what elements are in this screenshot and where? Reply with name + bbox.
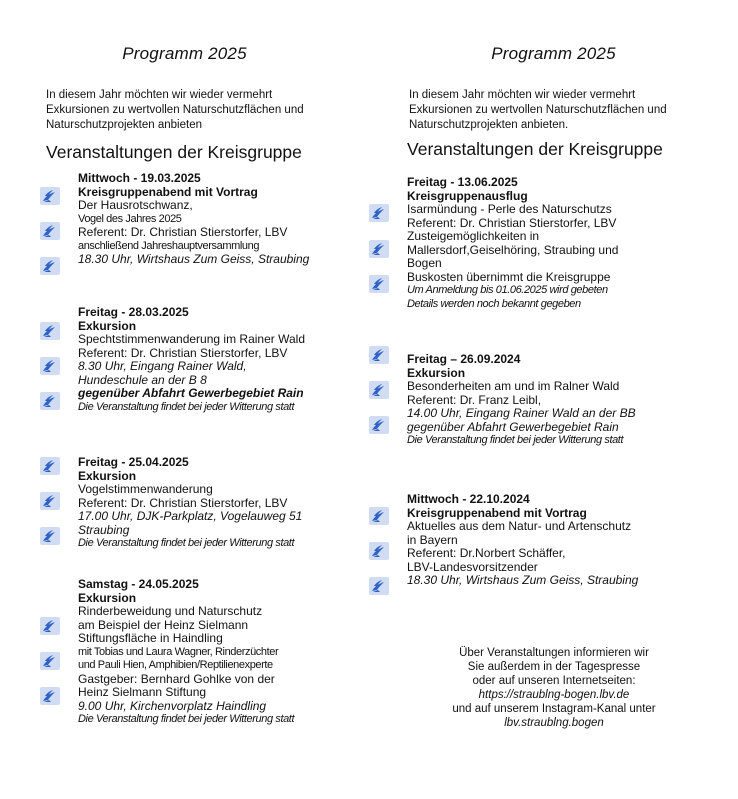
lbv-bird-icon: [40, 257, 60, 275]
event-entry: [78, 172, 309, 267]
event-place: gegenüber Abfahrt Gewerbegebiet Rain: [78, 386, 304, 400]
section-title: Veranstaltungen der Kreisgruppe: [407, 139, 663, 159]
lbv-bird-icon: [40, 357, 60, 375]
event-pickup: Bogen: [407, 256, 442, 270]
event-speaker: Referent: Dr. Christian Stierstorfer, LBV: [78, 495, 288, 510]
event-time-place: 18.30 Uhr, Wirtshaus Zum Geiss, Straubing: [78, 252, 310, 266]
section-title: Veranstaltungen der Kreisgruppe: [46, 142, 302, 162]
lbv-bird-icon: [40, 492, 60, 510]
event-speaker: mit Tobias und Laura Wagner, Rinderzüchter: [78, 645, 279, 658]
event-place: gegenüber Abfahrt Gewerbegebiet Rain: [407, 419, 619, 434]
lbv-bird-icon: [369, 577, 389, 595]
event-topic: am Beispiel der Heinz Sielmann: [78, 617, 249, 632]
event-time-place: 14.00 Uhr, Eingang Rainer Wald an der BB: [407, 406, 636, 420]
event-date: Mittwoch - 19.03.2025: [78, 171, 201, 185]
event-topic: Spechtstimmenwanderung im Rainer Wald: [78, 332, 305, 346]
event-weather-note: Die Veranstaltung findet bei jeder Witterung statt: [78, 537, 295, 549]
intro-text: [46, 88, 346, 133]
event-place: Hundeschule an der B 8: [78, 372, 207, 387]
event-topic: Rinderbeweidung und Naturschutz: [78, 604, 263, 618]
intro-line: Naturschutzprojekten anbieten.: [409, 119, 569, 131]
event-topic: Isarmündung - Perle des Naturschutzs: [407, 202, 612, 216]
event-note: Details werden noch bekannt gegeben: [407, 297, 581, 310]
event-speaker: und Pauli Hien, Amphibien/Reptilienexperte: [78, 659, 273, 671]
event-type: Exkursion: [78, 468, 137, 483]
event-topic: in Bayern: [407, 532, 458, 547]
lbv-bird-icon: [40, 392, 60, 410]
event-time-place: 8.30 Uhr, Eingang Rainer Wald,: [78, 359, 247, 373]
lbv-bird-icon: [369, 416, 389, 434]
lbv-bird-icon: [40, 187, 60, 205]
event-date: Freitag - 13.06.2025: [407, 175, 518, 189]
event-type: Kreisgruppenabend mit Vortrag: [407, 505, 587, 520]
lbv-bird-icon: [369, 542, 389, 560]
event-date: Mittwoch - 22.10.2024: [407, 492, 530, 506]
event-speaker: Referent: Dr. Christian Stierstorfer, LBV: [78, 345, 288, 360]
event-host: Heinz Sielmann Stiftung: [78, 685, 207, 699]
intro-line: Naturschutzprojekten anbieten: [46, 119, 202, 131]
footer-line: Sie außerdem in der Tagespresse: [467, 661, 641, 673]
event-pickup: Zusteigemöglichkeiten in: [407, 229, 540, 243]
info-footer: [429, 646, 679, 730]
event-topic: Der Hausrotschwanz,: [78, 198, 193, 212]
program-title: Programm 2025: [122, 44, 247, 63]
event-type: Kreisgruppenabend mit Vortrag: [78, 184, 258, 199]
event-time-place: 17.00 Uhr, DJK-Parkplatz, Vogelauweg 51: [78, 509, 303, 523]
lbv-bird-icon: [369, 275, 389, 293]
instagram-handle[interactable]: lbv.straublng.bogen: [504, 717, 604, 729]
intro-line: In diesem Jahr möchten wir wieder vermehrt: [46, 89, 273, 101]
footer-line: Über Veranstaltungen informieren wir: [459, 647, 649, 659]
lbv-bird-icon: [369, 381, 389, 399]
event-date: Freitag – 26.09.2024: [407, 352, 521, 366]
event-topic: Vogelstimmenwanderung: [78, 482, 213, 496]
event-weather-note: Die Veranstaltung findet bei jeder Witterung statt: [78, 713, 295, 725]
event-topic: Vogel des Jahres 2025: [78, 212, 182, 225]
event-pickup: Mallersdorf,Geiselhöring, Straubing und: [407, 242, 619, 257]
event-entry: [78, 456, 302, 551]
event-weather-note: Die Veranstaltung findet bei jeder Witterung statt: [78, 400, 295, 413]
lbv-bird-icon: [40, 322, 60, 340]
event-time-place: 9.00 Uhr, Kirchenvorplatz Haindling: [78, 698, 267, 713]
intro-line: Exkursionen zu wertvollen Naturschutzflächen und: [409, 104, 667, 116]
event-type: Exkursion: [78, 590, 137, 605]
program-title: Programm 2025: [491, 44, 616, 63]
lbv-bird-icon: [369, 346, 389, 364]
event-entry: [407, 353, 636, 448]
event-speaker: LBV-Landesvorsitzender: [407, 559, 538, 574]
event-speaker: Referent: Dr.Norbert Schäffer,: [407, 546, 566, 560]
lbv-bird-icon: [40, 457, 60, 475]
intro-line: Exkursionen zu wertvollen Naturschutzflächen und: [46, 104, 304, 116]
event-type: Kreisgruppenausflug: [407, 188, 528, 203]
event-date: Freitag - 25.04.2025: [78, 455, 189, 469]
lbv-bird-icon: [40, 617, 60, 635]
event-speaker: Referent: Dr. Christian Stierstorfer, LBV: [407, 215, 617, 230]
event-entry: [407, 493, 638, 588]
lbv-bird-icon: [40, 687, 60, 705]
event-speaker: Referent: Dr. Franz Leibl,: [407, 392, 542, 407]
event-entry: [407, 176, 618, 311]
intro-line: In diesem Jahr möchten wir wieder vermehrt: [409, 89, 636, 101]
event-date: Freitag - 28.03.2025: [78, 305, 189, 319]
event-registration: Um Anmeldung bis 01.06.2025 wird gebeten: [407, 284, 608, 296]
event-type: Exkursion: [407, 365, 466, 380]
footer-line: oder auf unseren Internetseiten:: [472, 675, 636, 687]
event-topic: Aktuelles aus dem Natur- und Artenschutz: [407, 519, 632, 533]
lbv-bird-icon: [40, 527, 60, 545]
event-note: Buskosten übernimmt die Kreisgruppe: [407, 269, 611, 284]
event-host: Gastgeber: Bernhard Gohlke von der: [78, 671, 275, 686]
intro-text: [409, 88, 719, 133]
event-weather-note: Die Veranstaltung findet bei jeder Witterung statt: [407, 434, 624, 446]
event-type: Exkursion: [78, 318, 137, 333]
event-speaker: Referent: Dr. Christian Stierstorfer, LBV: [78, 225, 288, 239]
lbv-bird-icon: [40, 222, 60, 240]
event-topic: Stiftungsfläche in Haindling: [78, 631, 223, 645]
event-entry: [78, 578, 294, 727]
event-place: Straubing: [78, 522, 130, 537]
event-topic: Besonderheiten am und im Ralner Wald: [407, 379, 620, 393]
lbv-bird-icon: [369, 240, 389, 258]
lbv-bird-icon: [369, 204, 389, 222]
footer-line: und auf unserem Instagram-Kanal unter: [452, 703, 656, 715]
website-link[interactable]: https://straublng-bogen.lbv.de: [478, 689, 630, 701]
lbv-bird-icon: [40, 652, 60, 670]
event-time-place: 18.30 Uhr, Wirtshaus Zum Geiss, Straubing: [407, 573, 639, 587]
lbv-bird-icon: [369, 507, 389, 525]
event-date: Samstag - 24.05.2025: [78, 577, 199, 591]
event-note: anschließend Jahreshauptversammlung: [78, 239, 260, 252]
event-entry: [78, 306, 305, 414]
